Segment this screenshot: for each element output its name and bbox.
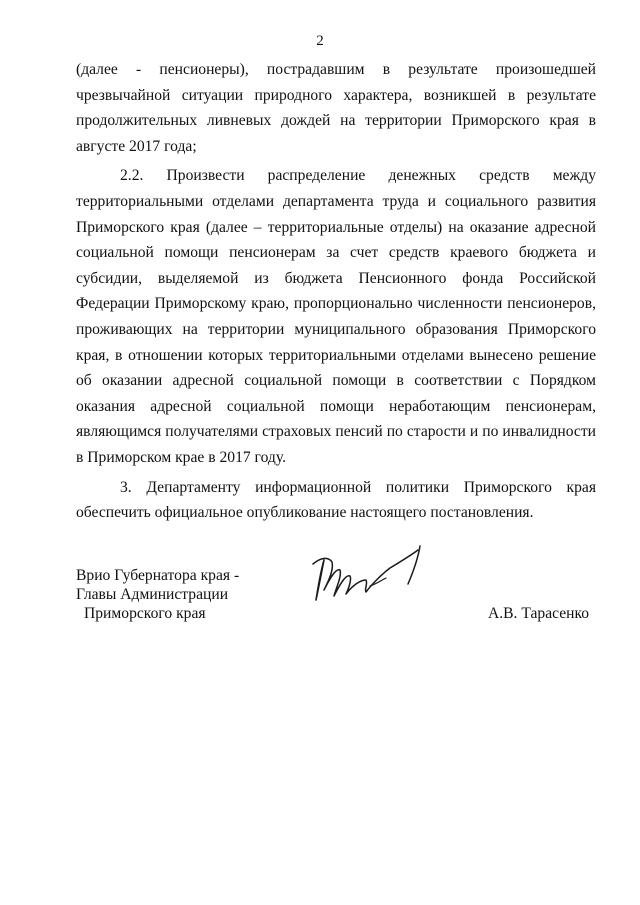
paragraph-3: 3. Департаменту информационной политики Приморского края обеспечить официальное опубликование настоящего постановления.: [76, 478, 596, 522]
signatory-title: [76, 566, 239, 623]
document-body: [76, 57, 596, 526]
handwritten-signature: [310, 540, 435, 608]
page-number: 2: [316, 33, 324, 49]
paragraph-continuation: (далее - пенсионеры), пострадавшим в результате произошедшей чрезвычайной ситуации природного характера, возникшей в результате продолжительных ливневых дождей на территории Приморского края в августе 2017 года;: [76, 61, 596, 155]
signatory-name: А.В. Тарасенко: [488, 605, 590, 622]
signatory-title-line-3: Приморского края: [84, 605, 206, 622]
signatory-title-line-1: Врио Губернатора края -: [76, 567, 240, 584]
paragraph-2-2: 2.2. Произвести распределение денежных средств между территориальными отделами департамента труда и социального развития Приморского края (далее – территориальные отделы) на оказание адресной социальной помощи пенсионерам за счет средств краевого бюджета и субсидии, выделяемой из бюджета Пенсионного фонда Российской Федерации Приморскому краю, пропорционально численности пенсионеров, проживающих на территории муниципального образования Приморского края, в отношении которых территориальными отделами вынесено решение об оказании адресной социальной помощи в соответствии с Порядком оказания адресной социальной помощи неработающим пенсионерам, являющимся получателями страховых пенсий по старости и по инвалидности в Приморском крае в 2017 году.: [76, 167, 596, 466]
signatory-title-line-2: Главы Администрации: [76, 586, 229, 603]
